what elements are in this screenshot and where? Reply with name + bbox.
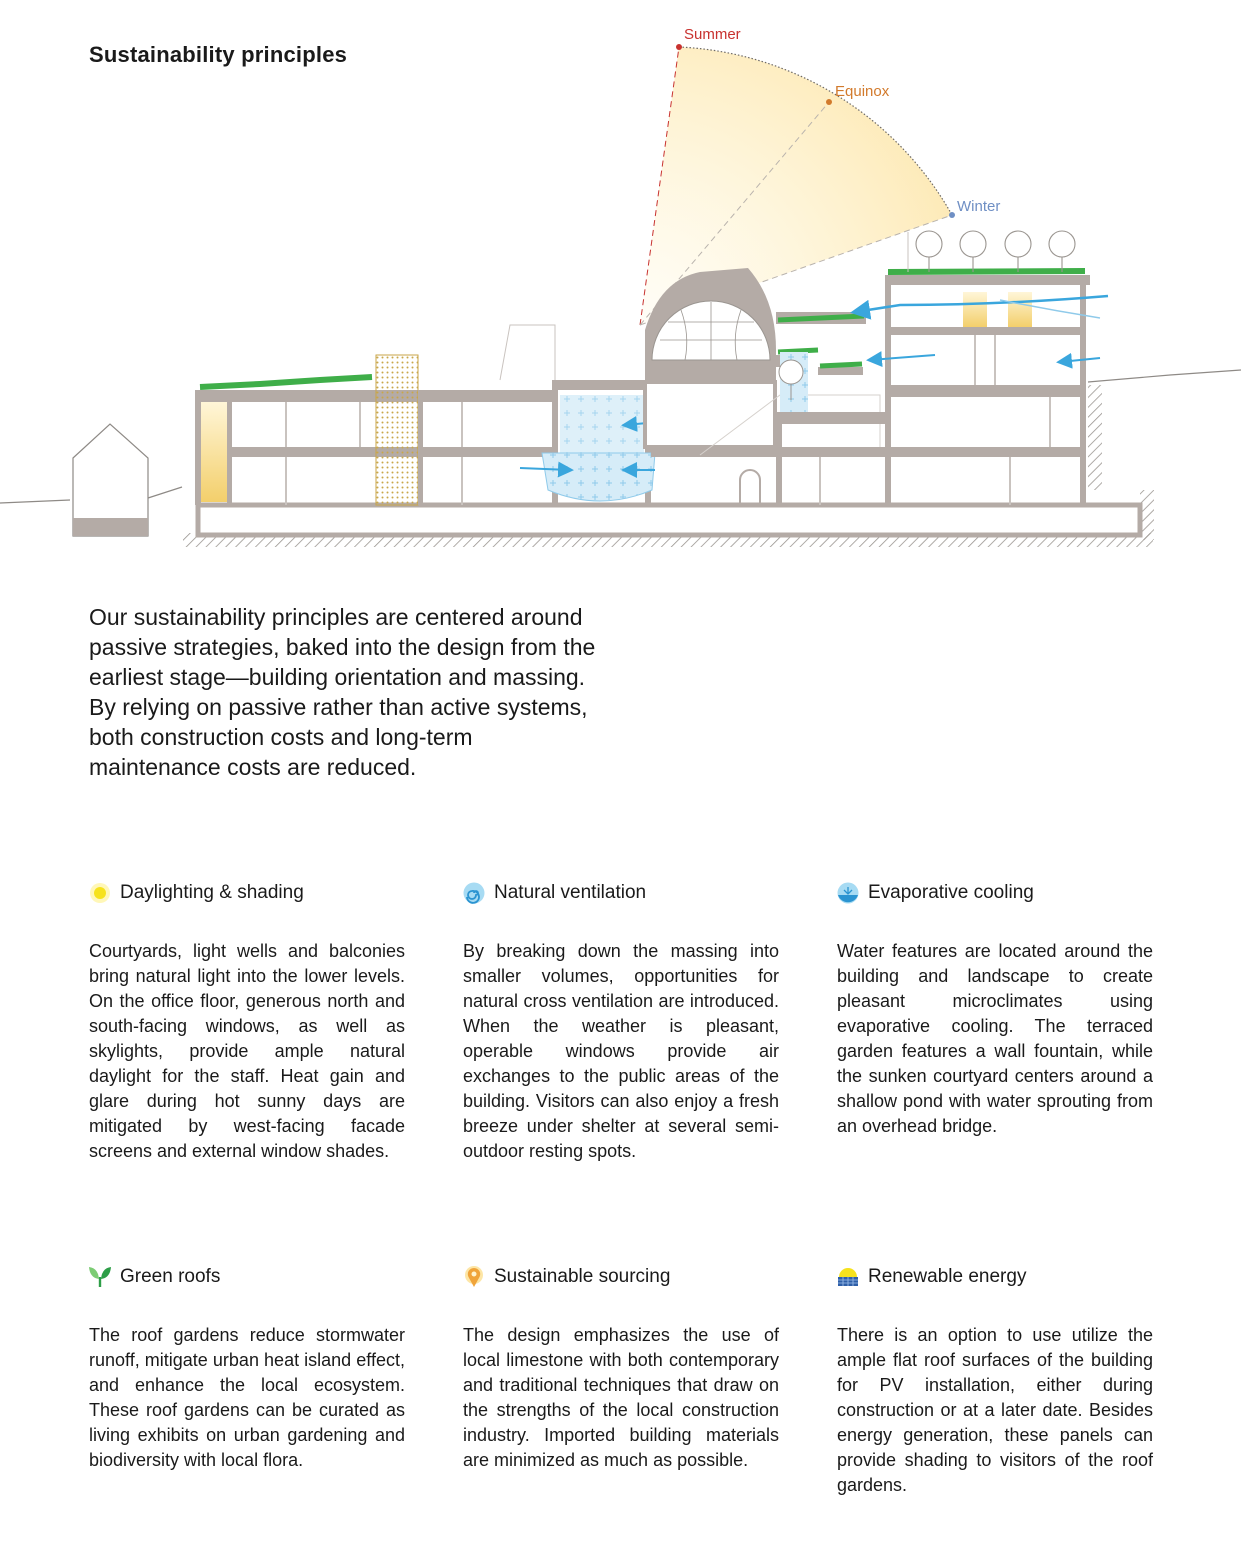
principle-renewable (837, 1264, 1153, 1498)
principle-body: By breaking down the massing into smaller volumes, opportunities for natural cross ventilation are introduced. When the weather is pleasant, operable windows provide air exchanges to the public areas of the building. Visitors can also enjoy a fresh breeze under shelter at several semi-outdoor resting spots. (463, 941, 779, 1161)
location-pin-icon (463, 1266, 485, 1288)
principle-ventilation (463, 880, 779, 1164)
principle-sourcing (463, 1264, 779, 1473)
intro-paragraph: Our sustainability principles are centered around passive strategies, baked into the design from the earliest stage—building orientation and massing. By relying on passive rather than active systems, both construction costs and long-term maintenance costs are reduced. (89, 604, 596, 780)
water-drop-icon (837, 882, 859, 904)
principle-title: Green roofs (120, 1266, 221, 1287)
swirl-icon (463, 882, 485, 904)
leaf-icon (89, 1266, 111, 1288)
principle-daylighting (89, 880, 405, 1164)
principle-body: The roof gardens reduce stormwater runoff, mitigate urban heat island effect, and enhance the local ecosystem. These roof gardens can be curated as living exhibits on urban gardening and biodiversity with local flora. (89, 1325, 405, 1470)
neighbor-house (73, 424, 148, 536)
roof-trees (916, 231, 1075, 272)
principle-body: The design emphasizes the use of local limestone with both contemporary and traditional techniques that draw on the strengths of the local construction industry. Imported building materials are minimized as much as possible. (463, 1325, 779, 1470)
winter-label: Winter (957, 198, 1001, 215)
principle-green-roofs (89, 1264, 405, 1473)
summer-point (676, 44, 682, 50)
principle-body: Courtyards, light wells and balconies bring natural light into the lower levels. On the office floor, generous north and south-facing windows, as well as skylights, provide ample natural daylight for the staff. Heat gain and glare during hot sunny days are mitigated by west-facing facade screens and external window shades. (89, 941, 405, 1161)
skylight-glow (963, 292, 987, 327)
facade-screen (376, 355, 418, 505)
pond (542, 453, 655, 501)
solar-panel-icon (837, 1266, 859, 1288)
winter-point (949, 212, 955, 218)
principle-title: Natural ventilation (494, 882, 647, 903)
principle-title: Daylighting & shading (120, 882, 304, 903)
principle-title: Renewable energy (868, 1266, 1027, 1287)
summer-label: Summer (684, 26, 741, 43)
equinox-label: Equinox (835, 83, 890, 100)
principle-body: Water features are located around the building and landscape to create pleasant microclimates using evaporative cooling. The terraced garden features a wall fountain, while the sunken courtyard centers around a shallow pond with water sprouting from an overhead bridge. (837, 941, 1153, 1136)
basement-slab (198, 505, 1140, 535)
principle-evaporative (837, 880, 1153, 1139)
principle-title: Evaporative cooling (868, 882, 1034, 903)
principle-body: There is an option to use utilize the ample flat roof surfaces of the building for PV installation, either during construction or at a later date. Besides energy generation, these panels can provide shading to visitors of the roof gardens. (837, 1325, 1153, 1495)
lightwell (201, 402, 227, 502)
page-title: Sustainability principles (89, 42, 348, 67)
building-section-diagram (0, 20, 1241, 560)
sun-icon (89, 882, 111, 904)
equinox-point (826, 99, 832, 105)
principle-title: Sustainable sourcing (494, 1266, 671, 1287)
